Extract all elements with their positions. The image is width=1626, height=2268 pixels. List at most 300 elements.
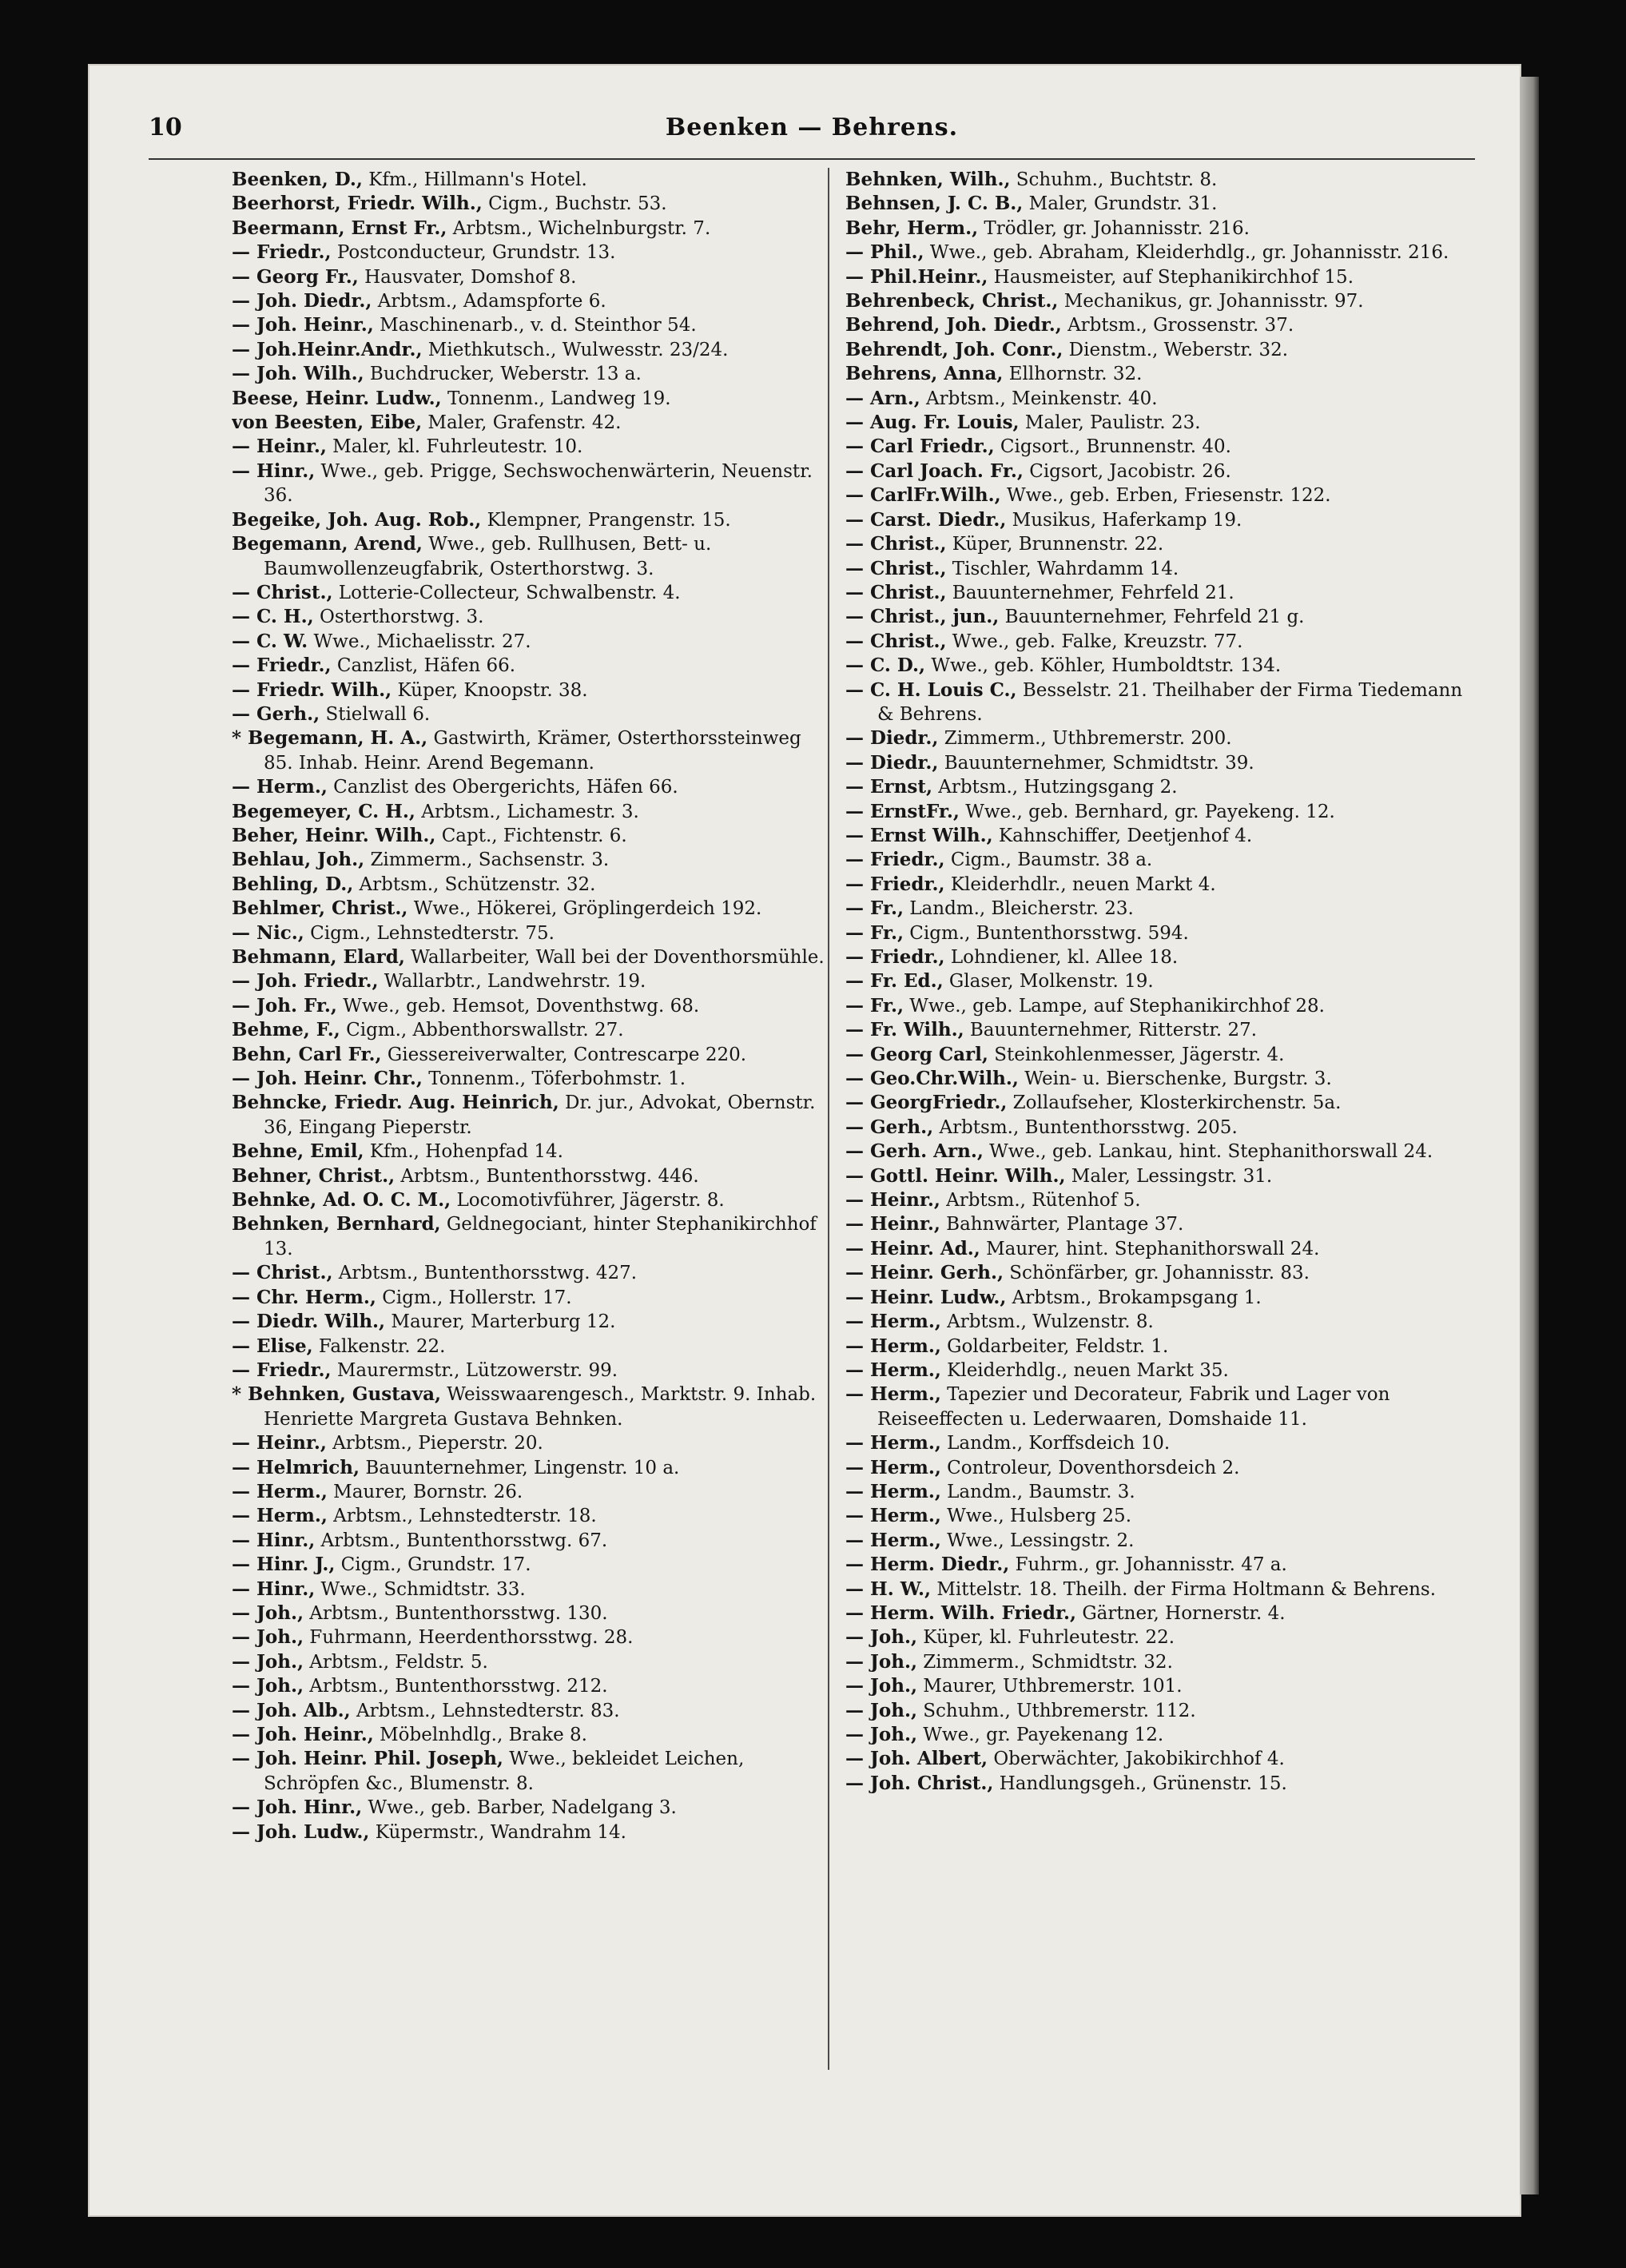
entry-detail: Maler, Lessingstr. 31. <box>1071 1165 1273 1187</box>
entry-name: * Begemann, H. A., <box>232 727 428 750</box>
directory-entry <box>232 1043 827 1067</box>
entry-detail: Bahnwärter, Plantage 37. <box>946 1214 1184 1235</box>
directory-entry <box>232 581 827 605</box>
entry-detail: Wwe., geb. Hemsot, Doventhstwg. 68. <box>343 995 700 1017</box>
directory-entry <box>845 921 1477 945</box>
entry-name: Beese, Heinr. Ludw., <box>232 387 442 409</box>
entry-detail: Landm., Korffsdeich 10. <box>947 1433 1171 1454</box>
entry-name: — Helmrich, <box>232 1456 360 1478</box>
entry-detail: Wwe., Hökerei, Gröplingerdeich 192. <box>413 898 762 920</box>
entry-detail: Goldarbeiter, Feldstr. 1. <box>947 1335 1169 1357</box>
entry-name: — Friedr., <box>845 849 945 871</box>
entry-detail: Maurer, Marterburg 12. <box>391 1311 616 1333</box>
directory-entry <box>845 532 1477 556</box>
directory-entry <box>845 1625 1477 1649</box>
directory-entry <box>845 654 1477 678</box>
entry-detail: Oberwächter, Jakobikirchhof 4. <box>993 1749 1285 1770</box>
entry-name: Begemann, Arend, <box>232 533 423 555</box>
entry-name: — Herm., <box>845 1359 941 1381</box>
directory-entry <box>232 1383 827 1431</box>
directory-entry <box>232 921 827 945</box>
directory-entry <box>845 168 1477 192</box>
entry-detail: Maurer, hint. Stephanithorswall 24. <box>986 1238 1320 1259</box>
directory-entry <box>845 1480 1477 1504</box>
entry-name: — Heinr. Ad., <box>845 1237 980 1259</box>
entry-detail: Arbtsm., Buntenthorsstwg. 205. <box>939 1116 1238 1138</box>
entry-detail: Arbtsm., Lichamestr. 3. <box>421 801 639 822</box>
entry-name: Behn, Carl Fr., <box>232 1043 382 1065</box>
entry-detail: Kleiderhdlg., neuen Markt 35. <box>947 1359 1229 1381</box>
directory-entry <box>232 1067 827 1091</box>
entry-detail: Capt., Fichtenstr. 6. <box>441 825 627 846</box>
directory-entry <box>232 1091 827 1140</box>
entry-name: — Joh., <box>845 1724 917 1745</box>
entry-detail: Schönfärber, gr. Johannisstr. 83. <box>1009 1263 1310 1284</box>
directory-entry <box>232 1674 827 1698</box>
entry-detail: Cigm., Buntenthorsstwg. 594. <box>909 922 1189 944</box>
entry-detail: Wallarbeiter, Wall bei der Doventhorsmühle. <box>411 947 825 968</box>
entry-name: — Nic., <box>232 921 304 944</box>
directory-entry <box>845 1602 1477 1625</box>
entry-name: — Joh. Wilh., <box>232 363 364 385</box>
entry-name: — Joh. Heinr., <box>232 314 374 336</box>
entry-name: — Heinr., <box>232 436 327 458</box>
entry-detail: Arbtsm., Wichelnburgstr. 7. <box>452 217 711 239</box>
entry-detail: Klempner, Prangenstr. 15. <box>487 509 731 531</box>
directory-entry <box>845 994 1477 1018</box>
entry-detail: Wwe., geb. Falke, Kreuzstr. 77. <box>952 631 1243 652</box>
directory-entry <box>845 1140 1477 1164</box>
entry-name: — Elise, <box>232 1335 313 1357</box>
entry-detail: Wwe., geb. Barber, Nadelgang 3. <box>368 1797 677 1819</box>
entry-name: — Ernst Wilh., <box>845 824 993 846</box>
directory-entry <box>845 1504 1477 1528</box>
entry-detail: Maler, Grafenstr. 42. <box>427 412 622 434</box>
directory-entry <box>845 800 1477 824</box>
entry-name: Behme, F., <box>232 1019 340 1041</box>
directory-entry <box>232 1650 827 1674</box>
entry-name: — Joh. Diedr., <box>232 290 372 312</box>
entry-name: — Arn., <box>845 387 920 409</box>
directory-entry <box>845 1431 1477 1455</box>
directory-entry <box>232 678 827 702</box>
entry-name: — Joh. Christ., <box>845 1772 994 1794</box>
directory-entry <box>845 557 1477 581</box>
directory-entry <box>845 411 1477 435</box>
directory-entry <box>232 1335 827 1359</box>
directory-entry <box>232 897 827 921</box>
directory-entry <box>845 1286 1477 1310</box>
entry-detail: Mechanikus, gr. Johannisstr. 97. <box>1063 291 1364 312</box>
entry-detail: Tonnenm., Landweg 19. <box>447 388 671 409</box>
directory-entry <box>232 873 827 897</box>
entry-detail: Postconducteur, Grundstr. 13. <box>336 242 616 264</box>
entry-name: Behnken, Bernhard, <box>232 1213 441 1235</box>
directory-entry <box>232 1747 827 1796</box>
entry-detail: Maler, Grundstr. 31. <box>1028 193 1218 215</box>
directory-entry <box>845 1529 1477 1553</box>
entry-name: — ErnstFr., <box>845 800 960 822</box>
entry-detail: Arbtsm., Buntenthorsstwg. 212. <box>309 1676 608 1697</box>
entry-detail: Handlungsgeh., Grünenstr. 15. <box>999 1773 1287 1794</box>
entry-detail: Möbelnhdlg., Brake 8. <box>380 1725 587 1745</box>
entry-detail: Schuhm., Uthbremerstr. 112. <box>923 1700 1196 1721</box>
directory-entry <box>845 1310 1477 1334</box>
entry-detail: Wwe., geb. Köhler, Humboldtstr. 134. <box>931 655 1282 677</box>
entry-detail: Tonnenm., Töferbohmstr. 1. <box>428 1068 686 1090</box>
entry-name: — Joh. Fr., <box>232 994 337 1017</box>
entry-name: — Gerh., <box>845 1116 934 1138</box>
entry-name: — Joh., <box>232 1650 304 1673</box>
entry-name: Behlmer, Christ., <box>232 897 408 920</box>
entry-detail: Arbtsm., Pieperstr. 20. <box>332 1433 543 1454</box>
entry-name: — Friedr., <box>845 873 945 895</box>
entry-name: — GeorgFriedr., <box>845 1092 1008 1114</box>
entry-detail: Canzlist des Obergerichts, Häfen 66. <box>333 777 678 798</box>
directory-entry <box>845 192 1477 216</box>
directory-entry <box>845 241 1477 265</box>
entry-detail: Arbtsm., Adamspforte 6. <box>377 291 606 312</box>
entry-name: Behrendt, Joh. Conr., <box>845 338 1063 360</box>
right-column <box>845 168 1477 1796</box>
directory-entry <box>232 435 827 459</box>
directory-entry <box>845 873 1477 897</box>
directory-entry <box>232 1018 827 1042</box>
entry-name: — Herm., <box>845 1456 941 1478</box>
entry-name: — CarlFr.Wilh., <box>845 484 1001 507</box>
entry-detail: Cigm., Lehnstedterstr. 75. <box>310 922 555 944</box>
entry-detail: Wwe., geb. Lampe, auf Stephanikirchhof 28. <box>909 995 1325 1017</box>
entry-name: — C. H., <box>232 606 314 628</box>
directory-entry <box>232 1820 827 1844</box>
entry-detail: Cigm., Buchstr. 53. <box>488 193 667 215</box>
directory-entry <box>845 1674 1477 1698</box>
entry-name: — Herm., <box>845 1311 941 1333</box>
directory-entry <box>845 217 1477 241</box>
directory-entry <box>232 460 827 508</box>
entry-name: Behrenbeck, Christ., <box>845 290 1059 312</box>
directory-entry <box>232 338 827 362</box>
entry-detail: Besselstr. 21. Theilhaber der Firma Tiedemann & Behrens. <box>877 679 1463 725</box>
directory-entry <box>232 362 827 386</box>
directory-entry <box>845 630 1477 654</box>
entry-name: Begeike, Joh. Aug. Rob., <box>232 508 482 531</box>
entry-detail: Geldnegociant, hinter Stephanikirchhof 13. <box>264 1214 817 1259</box>
directory-entry <box>232 969 827 993</box>
directory-entry <box>232 1431 827 1455</box>
page-header <box>149 110 1475 150</box>
directory-entry <box>845 678 1477 727</box>
entry-name: — Diedr., <box>845 751 939 774</box>
directory-entry <box>845 387 1477 411</box>
entry-detail: Zimmerm., Sachsenstr. 3. <box>370 850 610 871</box>
directory-entry <box>845 362 1477 386</box>
column-divider <box>828 168 829 2070</box>
entry-detail: Fuhrmann, Heerdenthorsstwg. 28. <box>309 1627 634 1649</box>
directory-entry <box>845 1261 1477 1285</box>
entry-detail: Hausmeister, auf Stephanikirchhof 15. <box>993 266 1354 288</box>
entry-name: Behrens, Anna, <box>845 363 1004 385</box>
entry-detail: Maler, kl. Fuhrleutestr. 10. <box>332 436 583 458</box>
entry-detail: Bauunternehmer, Fehrfeld 21. <box>952 582 1234 603</box>
entry-name: — Joh. Albert, <box>845 1748 988 1770</box>
entry-name: — Herm., <box>232 1505 328 1527</box>
entry-detail: Wwe., Schmidtstr. 33. <box>320 1578 526 1600</box>
directory-entry <box>845 338 1477 362</box>
directory-entry <box>232 1578 827 1602</box>
entry-detail: Buchdrucker, Weberstr. 13 a. <box>369 364 642 385</box>
entry-name: Behncke, Friedr. Aug. Heinrich, <box>232 1092 559 1114</box>
entry-detail: Wwe., geb. Lankau, hint. Stephanithorswall 24. <box>989 1141 1433 1163</box>
entry-name: — Christ., <box>845 630 947 652</box>
entry-detail: Arbtsm., Brokampsgang 1. <box>1012 1287 1262 1308</box>
header-rule <box>149 158 1475 160</box>
entry-detail: Tapezier und Decorateur, Fabrik und Lager von Reiseeffecten u. Lederwaaren, Domshaide 11. <box>877 1384 1390 1430</box>
entry-detail: Locomotivführer, Jägerstr. 8. <box>456 1190 725 1212</box>
directory-entry <box>845 1335 1477 1359</box>
directory-entry <box>845 1578 1477 1602</box>
directory-entry <box>232 994 827 1018</box>
entry-name: — Joh., <box>845 1626 917 1649</box>
entry-name: — H. W., <box>845 1578 932 1600</box>
directory-entry <box>845 289 1477 313</box>
entry-detail: Maurer, Bornstr. 26. <box>333 1481 523 1502</box>
directory-entry <box>845 435 1477 459</box>
entry-detail: Wwe., bekleidet Leichen, Schröpfen &c., Blumenstr. 8. <box>264 1749 745 1794</box>
entry-name: — Fr. Wilh., <box>845 1019 964 1041</box>
entry-name: — Hinr. J., <box>232 1554 336 1576</box>
directory-entry <box>232 1796 827 1820</box>
entry-name: — Fr., <box>845 994 904 1017</box>
entry-name: — Joh., <box>845 1699 917 1721</box>
entry-name: Beerhorst, Friedr. Wilh., <box>232 193 483 215</box>
entry-name: — C. D., <box>845 655 926 677</box>
entry-name: — Georg Carl, <box>845 1043 988 1065</box>
entry-name: Behner, Christ., <box>232 1164 396 1187</box>
directory-entry <box>232 726 827 775</box>
entry-detail: Küpermstr., Wandrahm 14. <box>375 1821 626 1843</box>
entry-name: — Phil., <box>845 241 924 264</box>
entry-name: — Herm. Wilh. Friedr., <box>845 1602 1076 1624</box>
directory-entry <box>845 1116 1477 1140</box>
entry-detail: Arbtsm., Rütenhof 5. <box>946 1190 1141 1212</box>
entry-name: Behling, D., <box>232 873 354 895</box>
entry-name: — Carst. Diedr., <box>845 508 1007 531</box>
entry-name: — C. H. Louis C., <box>845 678 1017 701</box>
directory-entry <box>845 1553 1477 1577</box>
entry-detail: Wwe., geb. Erben, Friesenstr. 122. <box>1006 485 1331 507</box>
entry-detail: Trödler, gr. Johannisstr. 216. <box>984 217 1250 239</box>
directory-entry <box>232 654 827 678</box>
directory-entry <box>232 1140 827 1164</box>
entry-name: — C. W. <box>232 630 308 652</box>
entry-name: — Joh. Heinr. Chr., <box>232 1068 423 1090</box>
directory-entry <box>845 1650 1477 1674</box>
directory-entry <box>232 945 827 969</box>
directory-entry <box>232 1723 827 1747</box>
entry-name: — Heinr. Ludw., <box>845 1286 1007 1308</box>
entry-name: — Joh., <box>232 1675 304 1697</box>
entry-name: Behlau, Joh., <box>232 849 365 871</box>
directory-entry <box>845 483 1477 507</box>
entry-detail: Miethkutsch., Wulwesstr. 23/24. <box>427 339 729 360</box>
entry-name: — Herm., <box>845 1383 941 1406</box>
entry-name: — Hinr., <box>232 1529 316 1551</box>
directory-entry <box>845 1091 1477 1115</box>
directory-entry <box>232 800 827 824</box>
directory-entry <box>232 1529 827 1553</box>
running-title: Beenken — Behrens. <box>665 113 959 141</box>
entry-name: — Diedr., <box>845 727 939 750</box>
entry-detail: Cigm., Baumstr. 38 a. <box>950 850 1153 871</box>
entry-name: — Joh. Ludw., <box>232 1820 370 1843</box>
entry-detail: Wallarbtr., Landwehrstr. 19. <box>384 971 646 993</box>
directory-entry <box>232 1212 827 1261</box>
entry-detail: Dr. jur., Advokat, Obernstr. 36, Eingang Pieperstr. <box>264 1092 816 1138</box>
directory-entry <box>845 726 1477 750</box>
entry-name: Behmann, Elard, <box>232 946 405 968</box>
entry-detail: Wwe., geb. Bernhard, gr. Payekeng. 12. <box>965 801 1335 822</box>
entry-detail: Maurer, Uthbremerstr. 101. <box>923 1676 1183 1697</box>
entry-detail: Falkenstr. 22. <box>318 1335 446 1357</box>
left-column <box>232 168 827 1844</box>
directory-entry <box>232 775 827 799</box>
directory-entry <box>845 605 1477 629</box>
entry-name: — Friedr., <box>232 1359 332 1381</box>
entry-detail: Lotterie-Collecteur, Schwalbenstr. 4. <box>338 582 681 603</box>
entry-detail: Landm., Baumstr. 3. <box>947 1481 1135 1502</box>
entry-detail: Cigm., Hollerstr. 17. <box>382 1287 572 1308</box>
entry-name: — Joh., <box>232 1602 304 1624</box>
entry-detail: Arbtsm., Buntenthorsstwg. 427. <box>338 1263 638 1284</box>
entry-detail: Wwe., geb. Prigge, Sechswochenwärterin, Neuenstr. 36. <box>264 460 813 507</box>
directory-entry <box>845 313 1477 337</box>
entry-name: Beenken, D., <box>232 169 363 190</box>
entry-name: Behnken, Wilh., <box>845 169 1011 190</box>
directory-entry <box>232 508 827 532</box>
entry-name: — Christ., <box>845 581 947 603</box>
entry-name: — Hinr., <box>232 1578 316 1600</box>
directory-entry <box>845 1723 1477 1747</box>
directory-entry <box>845 1018 1477 1042</box>
entry-detail: Maurermstr., Lützowerstr. 99. <box>336 1359 618 1381</box>
directory-entry <box>232 411 827 435</box>
entry-detail: Bauunternehmer, Fehrfeld 21 g. <box>1004 607 1305 628</box>
entry-name: — Christ., <box>232 581 333 603</box>
page-number: 10 <box>149 113 182 141</box>
entry-detail: Wwe., Lessingstr. 2. <box>947 1530 1135 1551</box>
entry-detail: Wwe., Michaelisstr. 27. <box>313 631 531 652</box>
directory-entry <box>232 605 827 629</box>
entry-detail: Wwe., Hulsberg 25. <box>947 1506 1131 1527</box>
entry-detail: Kfm., Hohenpfad 14. <box>369 1141 563 1163</box>
entry-name: — Herm., <box>845 1335 941 1357</box>
directory-entry <box>845 1747 1477 1771</box>
entry-name: — Herm., <box>845 1529 941 1551</box>
directory-entry <box>845 1067 1477 1091</box>
entry-detail: Wwe., geb. Abraham, Kleiderhdlg., gr. Johannisstr. 216. <box>929 242 1449 264</box>
directory-entry <box>232 630 827 654</box>
entry-detail: Arbtsm., Wulzenstr. 8. <box>947 1311 1154 1333</box>
directory-entry <box>232 1456 827 1480</box>
entry-name: — Heinr., <box>232 1432 327 1454</box>
entry-name: — Christ., <box>232 1262 333 1284</box>
entry-name: — Herm., <box>845 1480 941 1502</box>
entry-name: — Gerh. Arn., <box>845 1140 984 1163</box>
directory-entry <box>232 289 827 313</box>
entry-detail: Gastwirth, Krämer, Osterthorssteinweg 85. Inhab. Heinr. Arend Begemann. <box>264 728 801 774</box>
entry-name: — Fr., <box>845 921 904 944</box>
directory-entry <box>232 702 827 726</box>
entry-name: — Joh., <box>845 1650 917 1673</box>
entry-detail: Weisswaarengesch., Marktstr. 9. Inhab. Henriette Margreta Gustava Behnken. <box>264 1384 817 1430</box>
directory-entry <box>845 1188 1477 1212</box>
entry-name: — Joh. Alb., <box>232 1699 351 1721</box>
entry-detail: Wein- u. Bierschenke, Burgstr. 3. <box>1024 1068 1332 1090</box>
entry-detail: Mittelstr. 18. Theilh. der Firma Holtmann & Behrens. <box>936 1578 1437 1600</box>
entry-name: — Georg Fr., <box>232 265 359 288</box>
entry-name: Beher, Heinr. Wilh., <box>232 824 436 846</box>
entry-name: — Gottl. Heinr. Wilh., <box>845 1164 1066 1187</box>
entry-detail: Bauunternehmer, Schmidtstr. 39. <box>944 752 1254 774</box>
entry-name: — Diedr. Wilh., <box>232 1311 386 1333</box>
directory-entry <box>232 265 827 289</box>
entry-detail: Arbtsm., Hutzingsgang 2. <box>938 777 1178 798</box>
entry-detail: Arbtsm., Buntenthorsstwg. 130. <box>309 1602 608 1624</box>
entry-name: Behrend, Joh. Diedr., <box>845 314 1062 336</box>
entry-detail: Wwe., gr. Payekenang 12. <box>923 1725 1164 1745</box>
directory-entry <box>845 1043 1477 1067</box>
entry-detail: Controleur, Doventhorsdeich 2. <box>947 1457 1240 1478</box>
directory-entry <box>232 1261 827 1285</box>
directory-entry <box>845 775 1477 799</box>
directory-entry <box>845 1772 1477 1796</box>
directory-entry <box>845 1383 1477 1431</box>
entry-name: — Carl Joach. Fr., <box>845 460 1024 482</box>
entry-name: — Gerh., <box>232 702 320 725</box>
entry-detail: Cigm., Abbenthorswallstr. 27. <box>346 1020 624 1041</box>
directory-entry <box>232 1480 827 1504</box>
directory-entry <box>232 1286 827 1310</box>
entry-detail: Giessereiverwalter, Contrescarpe 220. <box>387 1044 747 1065</box>
directory-entry <box>845 848 1477 872</box>
entry-name: — Friedr., <box>845 946 945 968</box>
entry-detail: Arbtsm., Buntenthorsstwg. 67. <box>320 1530 608 1551</box>
entry-detail: Gärtner, Hornerstr. 4. <box>1082 1602 1286 1624</box>
entry-name: — Joh. Friedr., <box>232 970 379 993</box>
entry-detail: Kfm., Hillmann's Hotel. <box>368 169 587 190</box>
directory-entry <box>232 313 827 337</box>
directory-entry <box>232 824 827 848</box>
entry-detail: Fuhrm., gr. Johannisstr. 47 a. <box>1015 1554 1287 1576</box>
directory-entry <box>232 1553 827 1577</box>
entry-name: — Friedr. Wilh., <box>232 678 392 701</box>
entry-name: — Herm., <box>232 776 328 798</box>
entry-name: — Herm., <box>845 1505 941 1527</box>
entry-name: — Herm. Diedr., <box>845 1554 1010 1576</box>
entry-detail: Küper, Knoopstr. 38. <box>397 679 588 701</box>
entry-detail: Ellhornstr. 32. <box>1008 364 1143 385</box>
directory-entry <box>232 1699 827 1723</box>
entry-detail: Osterthorstwg. 3. <box>319 607 484 628</box>
entry-name: — Carl Friedr., <box>845 436 995 458</box>
entry-name: — Joh. Hinr., <box>232 1796 363 1819</box>
entry-detail: Schuhm., Buchtstr. 8. <box>1016 169 1218 190</box>
entry-name: Beermann, Ernst Fr., <box>232 217 447 239</box>
directory-entry <box>845 1237 1477 1261</box>
entry-name: — Ernst, <box>845 776 932 798</box>
directory-entry <box>845 581 1477 605</box>
